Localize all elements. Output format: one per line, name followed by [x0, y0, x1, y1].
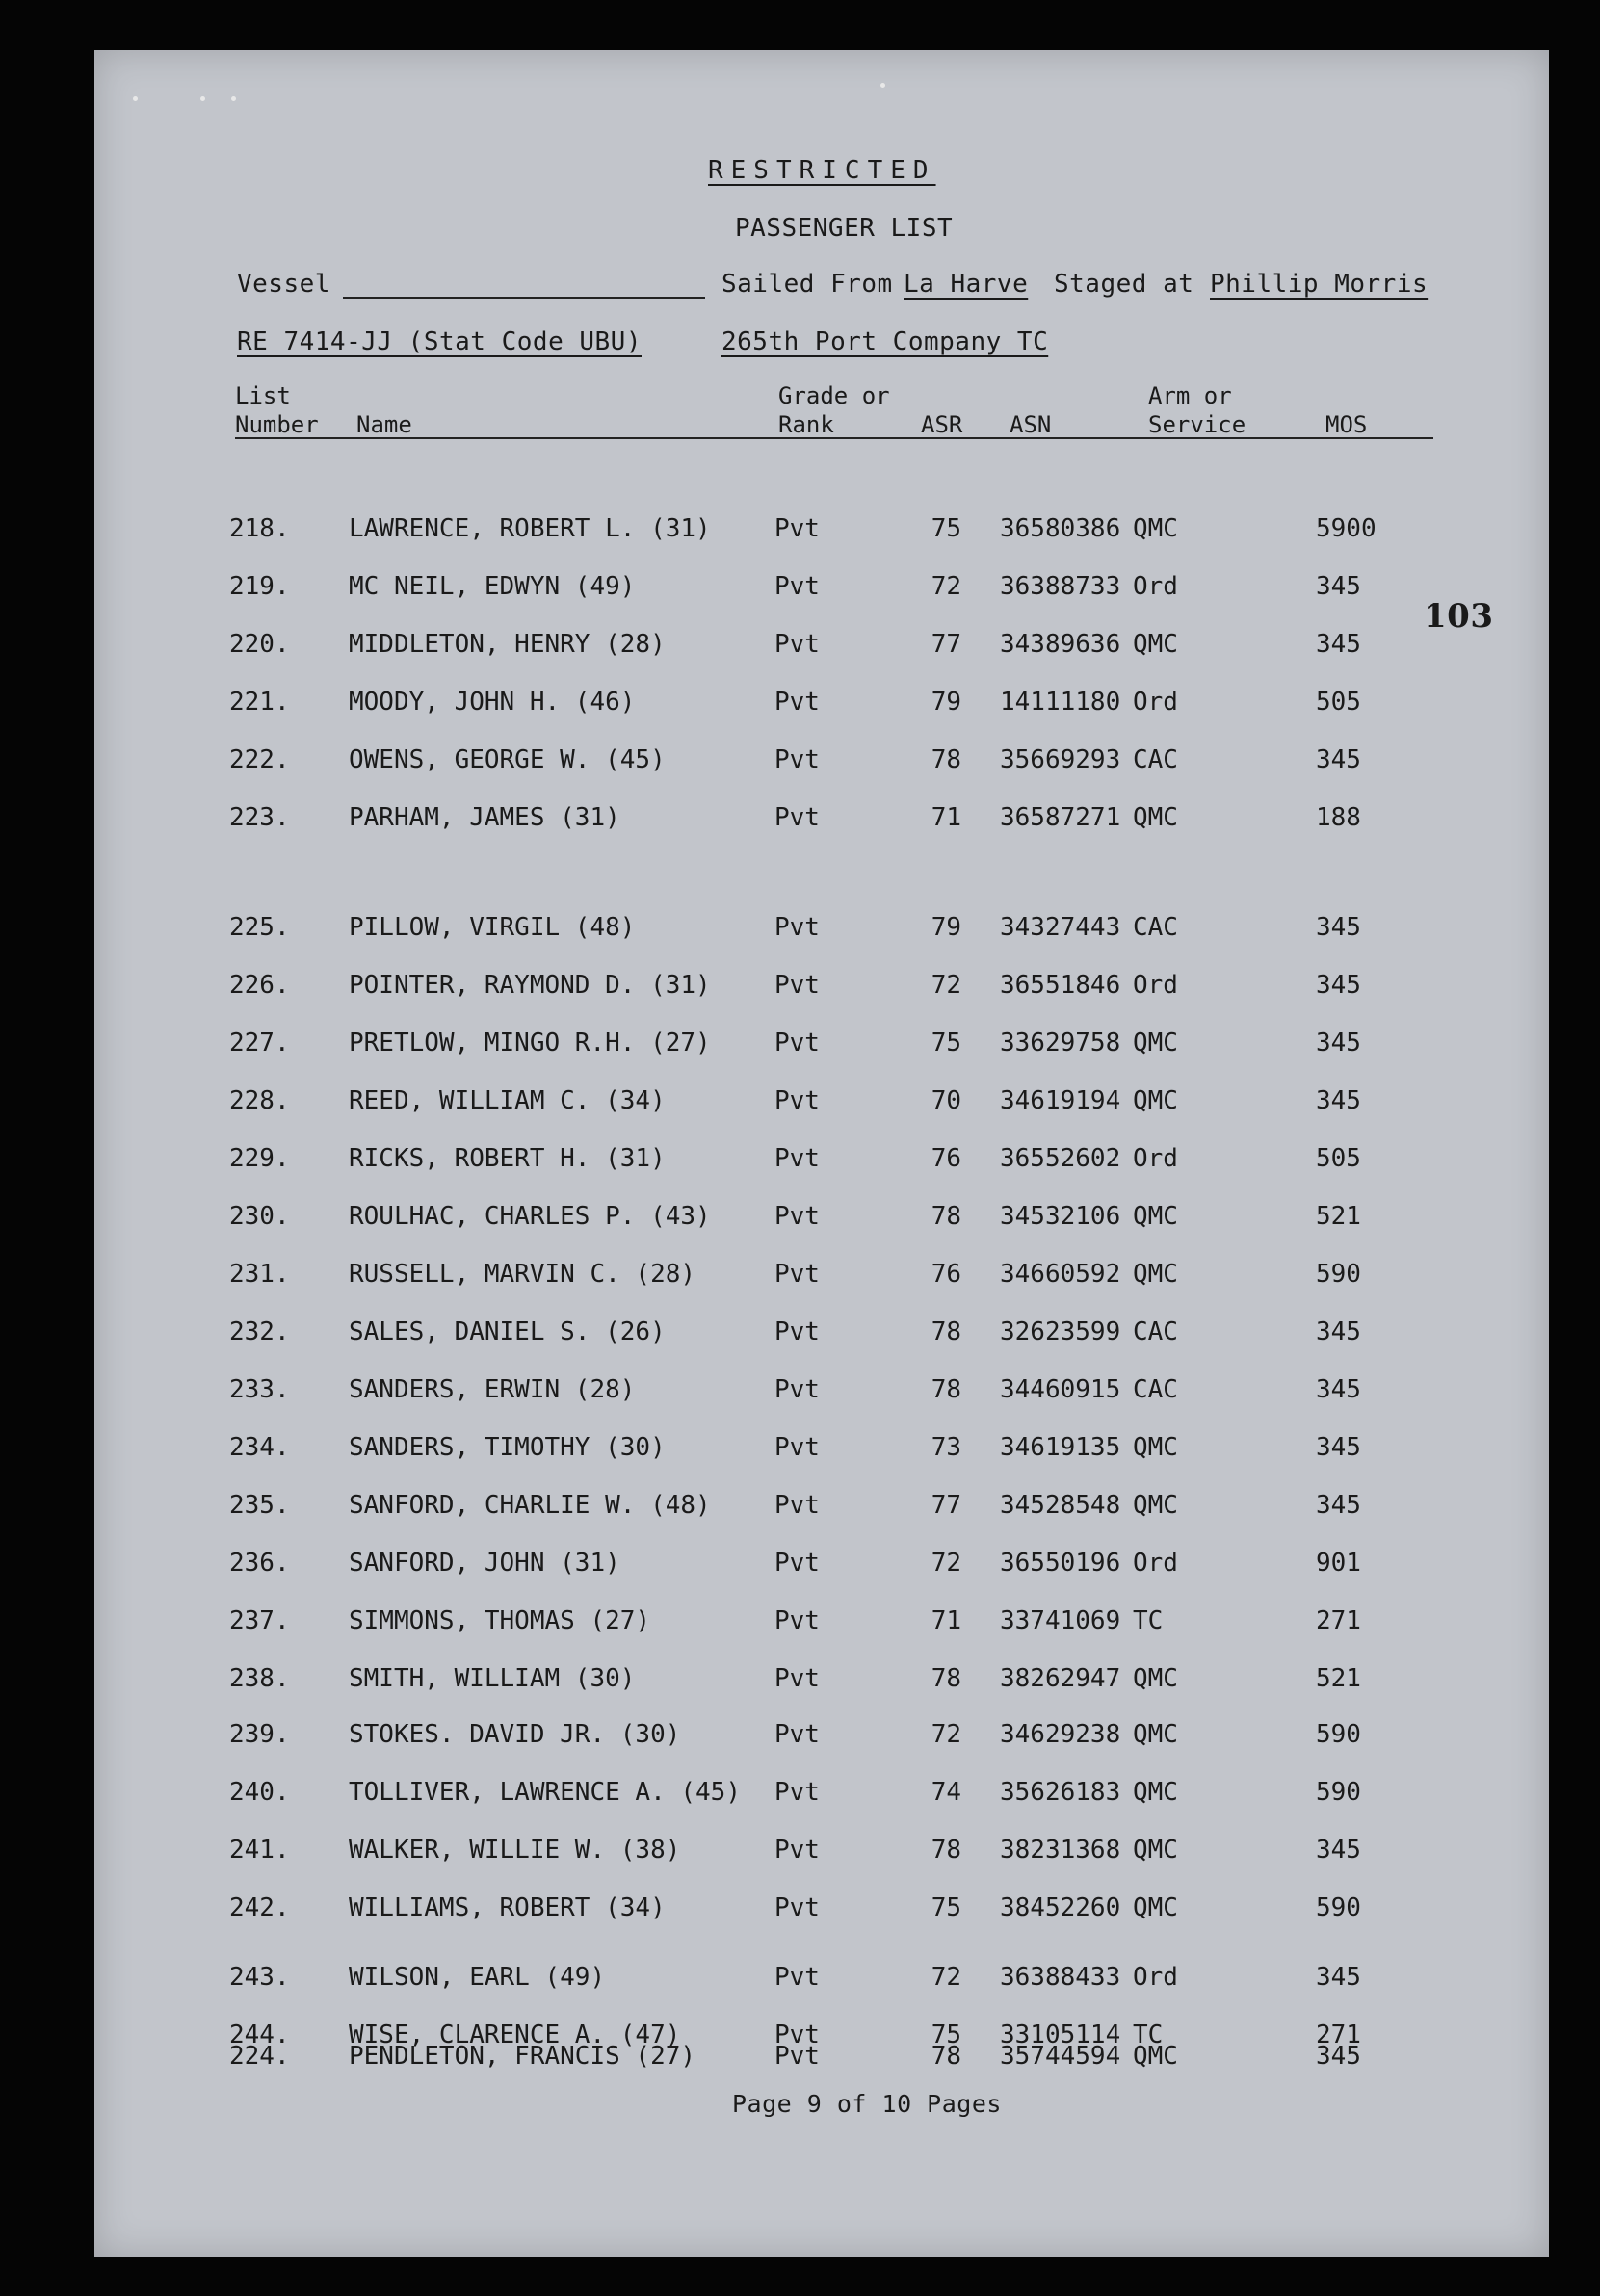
cell-num: 243.: [229, 1963, 290, 1992]
cell-grade: Pvt: [774, 630, 820, 659]
cell-name: WALKER, WILLIE W. (38): [349, 1836, 681, 1865]
cell-arm: QMC: [1133, 1086, 1178, 1115]
cell-arm: QMC: [1133, 1433, 1178, 1462]
cell-num: 219.: [229, 572, 290, 601]
cell-asn: 34619194: [1000, 1086, 1121, 1115]
cell-num: 222.: [229, 745, 290, 774]
table-row: [94, 971, 1549, 1009]
cell-grade: Pvt: [774, 1963, 820, 1992]
cell-arm: QMC: [1133, 514, 1178, 543]
table-row: [94, 1086, 1549, 1125]
cell-asr: 74: [931, 1778, 961, 1807]
scan-speck: [880, 83, 885, 88]
cell-asr: 75: [931, 1893, 961, 1922]
cell-mos: 590: [1316, 1720, 1361, 1749]
cell-arm: Ord: [1133, 1549, 1178, 1578]
cell-name: RICKS, ROBERT H. (31): [349, 1144, 666, 1173]
cell-name: WISE, CLARENCE A. (47): [349, 2021, 681, 2049]
cell-arm: Ord: [1133, 688, 1178, 717]
cell-name: TOLLIVER, LAWRENCE A. (45): [349, 1778, 741, 1807]
staged-at-value: Phillip Morris: [1210, 270, 1429, 299]
cell-arm: TC: [1133, 2021, 1164, 2049]
cell-num: 234.: [229, 1433, 290, 1462]
cell-num: 226.: [229, 971, 290, 1000]
cell-mos: 521: [1316, 1664, 1361, 1693]
column-header-arm: [1148, 381, 1246, 439]
cell-num: 233.: [229, 1375, 290, 1404]
cell-num: 240.: [229, 1778, 290, 1807]
cell-arm: Ord: [1133, 1144, 1178, 1173]
staged-at-label: Staged at: [1054, 270, 1194, 299]
cell-num: 229.: [229, 1144, 290, 1173]
cell-grade: Pvt: [774, 1720, 820, 1749]
cell-name: WILSON, EARL (49): [349, 1963, 606, 1992]
cell-asr: 71: [931, 1606, 961, 1635]
cell-grade: Pvt: [774, 1318, 820, 1346]
cell-name: LAWRENCE, ROBERT L. (31): [349, 514, 711, 543]
table-row: [94, 913, 1549, 952]
cell-grade: Pvt: [774, 1433, 820, 1462]
cell-mos: 590: [1316, 1778, 1361, 1807]
classification-heading: RESTRICTED: [708, 156, 936, 185]
cell-mos: 345: [1316, 1086, 1361, 1115]
table-row: [94, 1433, 1549, 1472]
table-row: [94, 1549, 1549, 1587]
column-header-list-number: [235, 381, 319, 439]
cell-name: SANFORD, CHARLIE W. (48): [349, 1491, 711, 1520]
table-row: [94, 1491, 1549, 1529]
scan-speck: [231, 96, 236, 101]
cell-grade: Pvt: [774, 1086, 820, 1115]
cell-mos: 505: [1316, 1144, 1361, 1173]
vessel-blank-line: [343, 297, 705, 299]
cell-name: SMITH, WILLIAM (30): [349, 1664, 636, 1693]
cell-num: 228.: [229, 1086, 290, 1115]
cell-asn: 36388433: [1000, 1963, 1121, 1992]
column-header-grade-line1: Grade or: [778, 382, 890, 409]
cell-mos: 590: [1316, 1893, 1361, 1922]
cell-arm: QMC: [1133, 1260, 1178, 1289]
cell-num: 236.: [229, 1549, 290, 1578]
cell-name: REED, WILLIAM C. (34): [349, 1086, 666, 1115]
cell-asr: 73: [931, 1433, 961, 1462]
cell-arm: Ord: [1133, 971, 1178, 1000]
cell-asr: 75: [931, 2021, 961, 2049]
cell-mos: 5900: [1316, 514, 1377, 543]
cell-asr: 78: [931, 2042, 961, 2071]
cell-asn: 36551846: [1000, 971, 1121, 1000]
header-rule: [235, 437, 1433, 439]
cell-arm: QMC: [1133, 1836, 1178, 1865]
cell-num: 244.: [229, 2021, 290, 2049]
cell-asr: 72: [931, 971, 961, 1000]
cell-mos: 901: [1316, 1549, 1361, 1578]
cell-asn: 38452260: [1000, 1893, 1121, 1922]
cell-grade: Pvt: [774, 1549, 820, 1578]
reference-line: RE 7414-JJ (Stat Code UBU): [237, 327, 642, 356]
cell-num: 238.: [229, 1664, 290, 1693]
table-row: [94, 1720, 1549, 1759]
cell-asn: 34460915: [1000, 1375, 1121, 1404]
column-header-list-number-line1: List: [235, 382, 291, 409]
cell-grade: Pvt: [774, 1202, 820, 1231]
cell-name: POINTER, RAYMOND D. (31): [349, 971, 711, 1000]
cell-name: SANFORD, JOHN (31): [349, 1549, 620, 1578]
column-header-grade-line2: Rank: [778, 411, 834, 438]
cell-arm: QMC: [1133, 1893, 1178, 1922]
cell-asn: 35626183: [1000, 1778, 1121, 1807]
column-header-arm-line1: Arm or: [1148, 382, 1232, 409]
cell-grade: Pvt: [774, 2021, 820, 2049]
cell-arm: QMC: [1133, 1720, 1178, 1749]
cell-asr: 76: [931, 1260, 961, 1289]
cell-asr: 70: [931, 1086, 961, 1115]
cell-asr: 75: [931, 1029, 961, 1057]
cell-asn: 34389636: [1000, 630, 1121, 659]
cell-num: 230.: [229, 1202, 290, 1231]
scan-speck: [200, 96, 205, 101]
cell-name: PARHAM, JAMES (31): [349, 803, 620, 832]
cell-name: SALES, DANIEL S. (26): [349, 1318, 666, 1346]
column-header-name: Name: [356, 411, 412, 438]
cell-asn: 34629238: [1000, 1720, 1121, 1749]
cell-mos: 345: [1316, 1318, 1361, 1346]
cell-asr: 75: [931, 514, 961, 543]
cell-grade: Pvt: [774, 1778, 820, 1807]
cell-mos: 521: [1316, 1202, 1361, 1231]
cell-name: MOODY, JOHN H. (46): [349, 688, 636, 717]
cell-arm: QMC: [1133, 630, 1178, 659]
page-footer: Page 9 of 10 Pages: [732, 2090, 1002, 2118]
table-row: [94, 1606, 1549, 1645]
cell-arm: Ord: [1133, 1963, 1178, 1992]
table-row: [94, 1836, 1549, 1874]
cell-mos: 590: [1316, 1260, 1361, 1289]
cell-asr: 78: [931, 1318, 961, 1346]
cell-asn: 33629758: [1000, 1029, 1121, 1057]
cell-mos: 345: [1316, 2042, 1361, 2071]
unit-line: 265th Port Company TC: [721, 327, 1049, 356]
cell-num: 224.: [229, 2042, 290, 2071]
cell-asr: 77: [931, 1491, 961, 1520]
table-row: [94, 1664, 1549, 1703]
table-row: [94, 1144, 1549, 1183]
cell-asr: 72: [931, 1720, 961, 1749]
cell-arm: QMC: [1133, 1029, 1178, 1057]
table-row: [94, 630, 1549, 668]
cell-grade: Pvt: [774, 745, 820, 774]
cell-asn: 33741069: [1000, 1606, 1121, 1635]
cell-name: ROULHAC, CHARLES P. (43): [349, 1202, 711, 1231]
cell-asr: 72: [931, 1963, 961, 1992]
cell-mos: 345: [1316, 913, 1361, 942]
cell-num: 237.: [229, 1606, 290, 1635]
cell-name: PENDLETON, FRANCIS (27): [349, 2042, 696, 2071]
cell-name: RUSSELL, MARVIN C. (28): [349, 1260, 696, 1289]
cell-arm: QMC: [1133, 803, 1178, 832]
cell-grade: Pvt: [774, 913, 820, 942]
cell-arm: QMC: [1133, 1664, 1178, 1693]
cell-num: 227.: [229, 1029, 290, 1057]
cell-grade: Pvt: [774, 1029, 820, 1057]
column-header-arm-line2: Service: [1148, 411, 1246, 438]
column-header-asr: ASR: [921, 411, 963, 438]
cell-asn: 36587271: [1000, 803, 1121, 832]
cell-asn: 32623599: [1000, 1318, 1121, 1346]
table-row: [94, 1963, 1549, 2001]
cell-asr: 78: [931, 1375, 961, 1404]
table-row: [94, 572, 1549, 611]
cell-arm: Ord: [1133, 572, 1178, 601]
table-row: [94, 1778, 1549, 1816]
document-page: [94, 50, 1549, 2257]
sailed-from-value: La Harve: [904, 270, 1029, 299]
cell-num: 218.: [229, 514, 290, 543]
table-row: [94, 1260, 1549, 1298]
cell-mos: 188: [1316, 803, 1361, 832]
cell-arm: CAC: [1133, 913, 1178, 942]
table-row: [94, 688, 1549, 726]
cell-grade: Pvt: [774, 1893, 820, 1922]
cell-num: 221.: [229, 688, 290, 717]
cell-asr: 72: [931, 572, 961, 601]
cell-asn: 34619135: [1000, 1433, 1121, 1462]
cell-asr: 79: [931, 688, 961, 717]
cell-grade: Pvt: [774, 1836, 820, 1865]
sailed-from-label: Sailed From: [721, 270, 893, 299]
cell-num: 232.: [229, 1318, 290, 1346]
cell-grade: Pvt: [774, 688, 820, 717]
cell-num: 231.: [229, 1260, 290, 1289]
cell-grade: Pvt: [774, 971, 820, 1000]
cell-grade: Pvt: [774, 2042, 820, 2071]
cell-asn: 36550196: [1000, 1549, 1121, 1578]
cell-grade: Pvt: [774, 514, 820, 543]
cell-asn: 14111180: [1000, 688, 1121, 717]
cell-arm: CAC: [1133, 745, 1178, 774]
cell-asn: 34660592: [1000, 1260, 1121, 1289]
cell-asr: 79: [931, 913, 961, 942]
cell-asn: 34327443: [1000, 913, 1121, 942]
cell-asn: 36580386: [1000, 514, 1121, 543]
cell-arm: QMC: [1133, 1202, 1178, 1231]
cell-num: 220.: [229, 630, 290, 659]
cell-num: 242.: [229, 1893, 290, 1922]
cell-name: PRETLOW, MINGO R.H. (27): [349, 1029, 711, 1057]
cell-grade: Pvt: [774, 1144, 820, 1173]
cell-name: SANDERS, ERWIN (28): [349, 1375, 636, 1404]
cell-name: SIMMONS, THOMAS (27): [349, 1606, 651, 1635]
table-row: [94, 803, 1549, 842]
column-header-grade: [778, 381, 890, 439]
cell-name: OWENS, GEORGE W. (45): [349, 745, 666, 774]
cell-grade: Pvt: [774, 1260, 820, 1289]
cell-asr: 72: [931, 1549, 961, 1578]
scan-speck: [133, 96, 138, 101]
vessel-label: Vessel: [237, 270, 330, 299]
cell-num: 241.: [229, 1836, 290, 1865]
cell-mos: 345: [1316, 630, 1361, 659]
cell-num: 239.: [229, 1720, 290, 1749]
cell-num: 225.: [229, 913, 290, 942]
table-row: [94, 745, 1549, 784]
cell-mos: 271: [1316, 2021, 1361, 2049]
cell-mos: 345: [1316, 1375, 1361, 1404]
cell-mos: 345: [1316, 1433, 1361, 1462]
cell-asr: 71: [931, 803, 961, 832]
column-header-mos: MOS: [1325, 411, 1368, 438]
table-row: [94, 514, 1549, 553]
cell-asn: 34532106: [1000, 1202, 1121, 1231]
cell-arm: QMC: [1133, 1778, 1178, 1807]
cell-mos: 345: [1316, 1836, 1361, 1865]
cell-arm: CAC: [1133, 1375, 1178, 1404]
cell-mos: 271: [1316, 1606, 1361, 1635]
cell-mos: 505: [1316, 688, 1361, 717]
cell-asr: 78: [931, 745, 961, 774]
cell-arm: QMC: [1133, 1491, 1178, 1520]
cell-asn: 34528548: [1000, 1491, 1121, 1520]
cell-grade: Pvt: [774, 1375, 820, 1404]
cell-asr: 76: [931, 1144, 961, 1173]
cell-mos: 345: [1316, 745, 1361, 774]
cell-arm: QMC: [1133, 2042, 1178, 2071]
cell-name: PILLOW, VIRGIL (48): [349, 913, 636, 942]
cell-grade: Pvt: [774, 1491, 820, 1520]
cell-mos: 345: [1316, 1029, 1361, 1057]
cell-asr: 78: [931, 1202, 961, 1231]
cell-mos: 345: [1316, 1963, 1361, 1992]
cell-name: MIDDLETON, HENRY (28): [349, 630, 666, 659]
cell-num: 223.: [229, 803, 290, 832]
cell-asn: 38262947: [1000, 1664, 1121, 1693]
cell-asr: 77: [931, 630, 961, 659]
cell-asn: 38231368: [1000, 1836, 1121, 1865]
table-row: [94, 1029, 1549, 1067]
column-header-asn: ASN: [1010, 411, 1052, 438]
cell-asn: 33105114: [1000, 2021, 1121, 2049]
table-row: [94, 1375, 1549, 1414]
cell-asn: 35744594: [1000, 2042, 1121, 2071]
cell-grade: Pvt: [774, 1606, 820, 1635]
cell-arm: TC: [1133, 1606, 1164, 1635]
cell-name: STOKES. DAVID JR. (30): [349, 1720, 681, 1749]
document-title: PASSENGER LIST: [735, 214, 954, 243]
cell-asr: 78: [931, 1664, 961, 1693]
cell-asr: 78: [931, 1836, 961, 1865]
cell-asn: 35669293: [1000, 745, 1121, 774]
cell-grade: Pvt: [774, 1664, 820, 1693]
page-stamp-number: 103: [1424, 597, 1494, 636]
cell-name: SANDERS, TIMOTHY (30): [349, 1433, 666, 1462]
cell-name: WILLIAMS, ROBERT (34): [349, 1893, 666, 1922]
table-row: [94, 1318, 1549, 1356]
cell-arm: CAC: [1133, 1318, 1178, 1346]
cell-grade: Pvt: [774, 572, 820, 601]
column-header-list-number-line2: Number: [235, 411, 319, 438]
cell-name: MC NEIL, EDWYN (49): [349, 572, 636, 601]
cell-mos: 345: [1316, 971, 1361, 1000]
table-row: [94, 2042, 1549, 2080]
cell-asn: 36388733: [1000, 572, 1121, 601]
table-row: [94, 1893, 1549, 1932]
cell-grade: Pvt: [774, 803, 820, 832]
cell-mos: 345: [1316, 1491, 1361, 1520]
table-row: [94, 1202, 1549, 1240]
cell-num: 235.: [229, 1491, 290, 1520]
cell-asn: 36552602: [1000, 1144, 1121, 1173]
cell-mos: 345: [1316, 572, 1361, 601]
